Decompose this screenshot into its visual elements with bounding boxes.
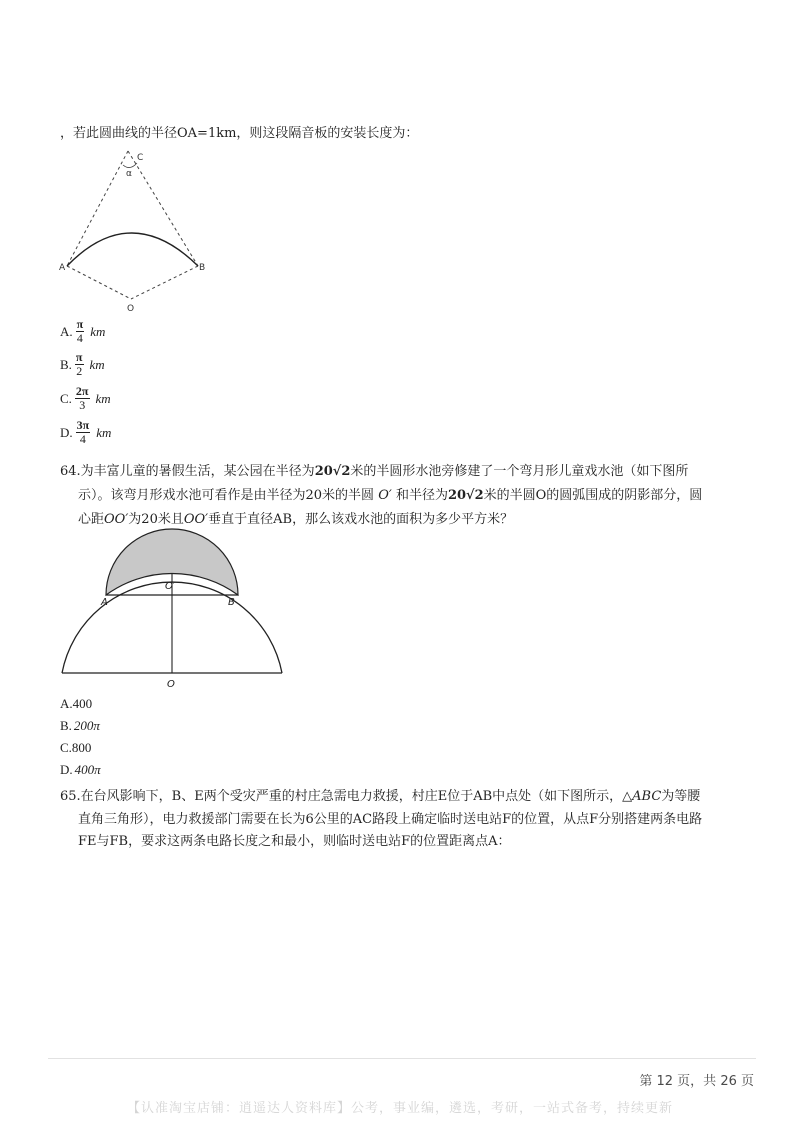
- option-text: C.800: [60, 740, 92, 755]
- q65-stem-line1: 65.在台风影响下，B、E两个受灾严重的村庄急需电力救援，村庄E位于AB中点处（如下图所示，△ABC为等腰: [60, 789, 701, 804]
- q64-figure: [55, 525, 295, 690]
- option-fraction: [75, 385, 90, 412]
- fraction-numerator: π: [76, 317, 84, 331]
- q63-stem: ，若此圆曲线的半径OA=1km，则这段隔音板的安装长度为：: [60, 126, 419, 141]
- q63-option-b[interactable]: [60, 351, 105, 378]
- fraction-numerator: π: [75, 350, 83, 364]
- option-fraction: [76, 318, 85, 345]
- q64-label-a: A: [101, 597, 108, 608]
- option-letter: D.: [60, 762, 73, 777]
- q63-label-b: B: [199, 263, 206, 273]
- option-letter: B.: [60, 356, 72, 372]
- q63-option-c[interactable]: [60, 385, 111, 412]
- option-fraction: [76, 419, 91, 446]
- fraction-numerator: 2π: [75, 384, 89, 398]
- fraction-denominator: 4: [76, 331, 83, 345]
- footer-divider: [48, 1058, 756, 1059]
- q63-option-a[interactable]: [60, 318, 105, 345]
- page-number: 第 12 页，共 26 页: [639, 1074, 754, 1089]
- q63-figure: [55, 145, 215, 317]
- q63-label-a: A: [59, 263, 66, 273]
- option-letter: C.: [60, 390, 72, 406]
- option-unit: km: [96, 424, 112, 440]
- q65-stem-line3: FE与FB，要求这两条电路长度之和最小，则临时送电站F的位置距离点A：: [78, 834, 511, 849]
- option-letter: A.: [60, 323, 73, 339]
- q63-label-o: O: [127, 304, 135, 314]
- option-unit: km: [89, 356, 105, 372]
- watermark-text: 【认准淘宝店铺：逍遥达人资料库】公考，事业编，遴选，考研，一站式备考，持续更新: [126, 1101, 673, 1116]
- option-fraction: [75, 351, 84, 378]
- option-text: A.400: [60, 696, 93, 711]
- option-unit: km: [95, 390, 111, 406]
- q64-option-d[interactable]: [60, 762, 101, 778]
- option-value: 200π: [73, 718, 100, 733]
- q64-option-b[interactable]: [60, 718, 100, 734]
- q63-label-alpha: α: [126, 169, 132, 179]
- q64-stem-line3: 心距OO′为20米且OO′垂直于直径AB，那么该戏水池的面积为多少平方米？: [78, 512, 514, 527]
- option-letter: B.: [60, 718, 72, 733]
- q63-label-c: C: [137, 153, 144, 163]
- option-value: 400π: [74, 762, 101, 777]
- fraction-denominator: 3: [79, 398, 86, 412]
- q64-label-b: B: [228, 597, 235, 608]
- q63-option-d[interactable]: [60, 419, 111, 446]
- q64-stem-line1: 64.为丰富儿童的暑假生活，某公园在半径为20√2米的半圆形水池旁修建了一个弯月形儿童戏水池（如下图所: [60, 464, 689, 479]
- option-unit: km: [90, 323, 106, 339]
- fraction-denominator: 4: [79, 432, 86, 446]
- q64-option-a[interactable]: [60, 696, 92, 712]
- fraction-numerator: 3π: [76, 418, 90, 432]
- fraction-denominator: 2: [76, 364, 83, 378]
- option-letter: D.: [60, 424, 73, 440]
- q64-label-o: O: [167, 679, 175, 690]
- q64-label-o-prime: O′: [165, 581, 176, 592]
- q64-stem-line2: 示）。该弯月形戏水池可看作是由半径为20米的半圆 O′ 和半径为20√2米的半圆O的圆弧围成的阴影部分，圆: [78, 488, 703, 503]
- q64-option-c[interactable]: [60, 740, 91, 756]
- q65-stem-line2: 直角三角形），电力救援部门需要在长为6公里的AC路段上确定临时送电站F的位置，从点F分别搭建两条电路: [78, 812, 703, 827]
